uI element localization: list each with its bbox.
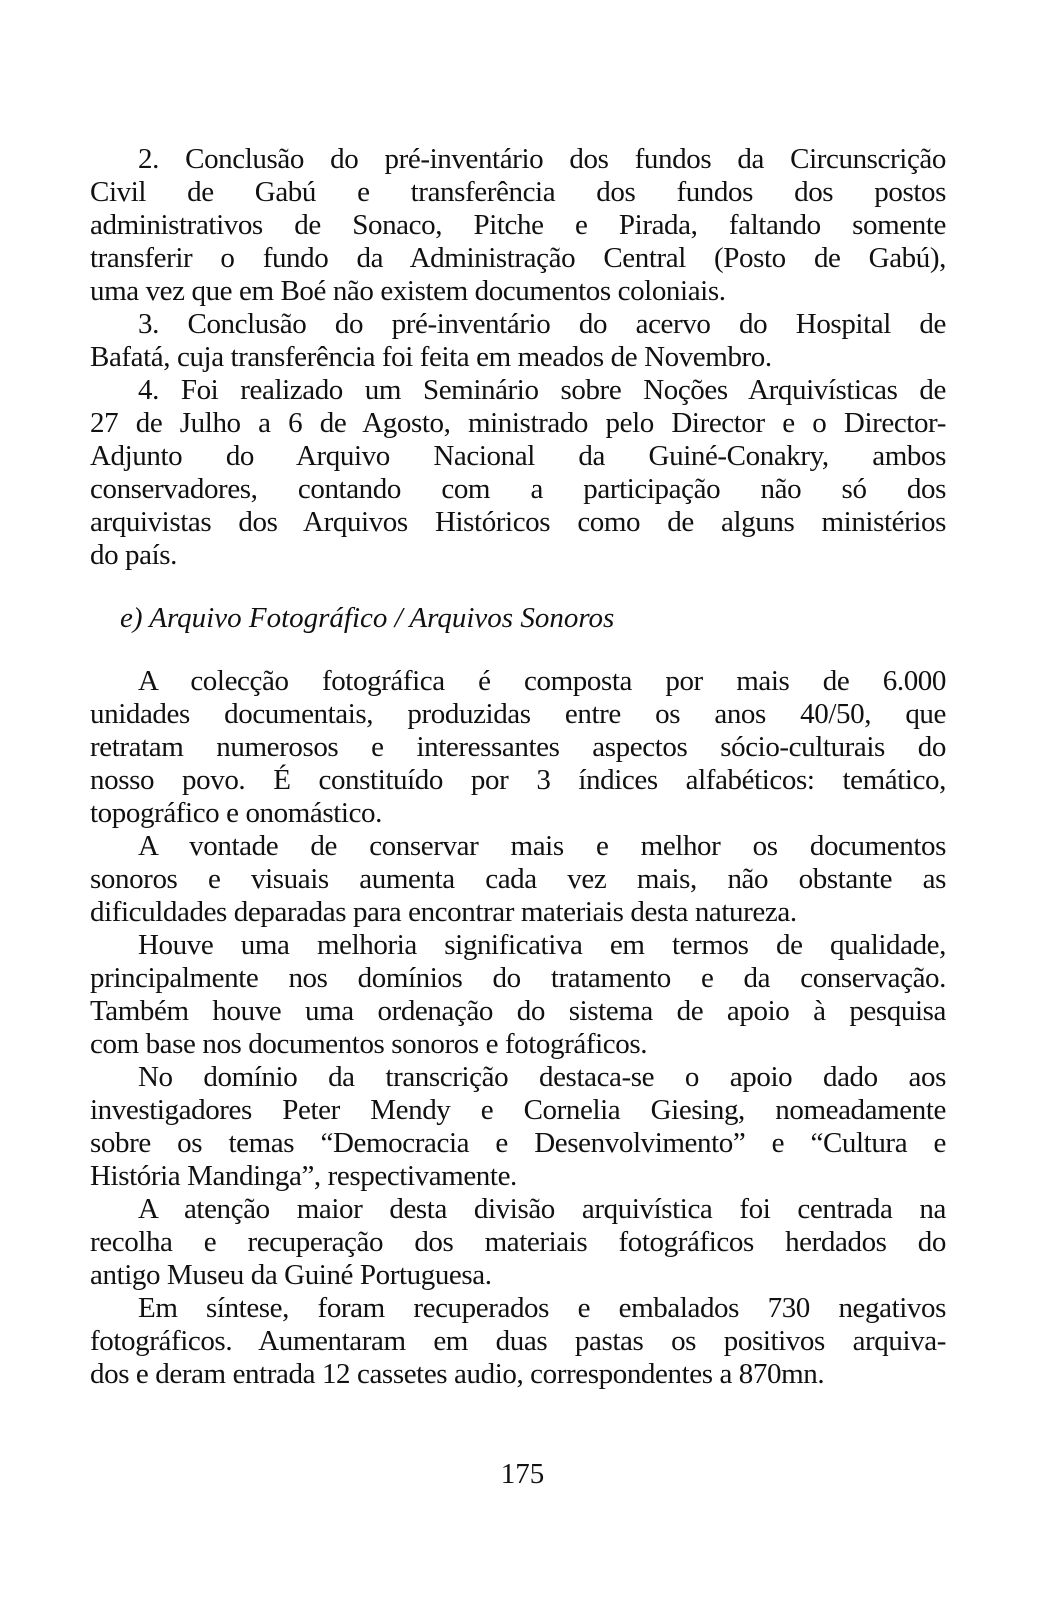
text-line: 2. Conclusão do pré-inventário dos fundos da Circunscrição [138, 143, 946, 175]
text-line: recolha e recuperação dos materiais fotográficos herdados do [90, 1226, 946, 1258]
text-line: Houve uma melhoria significativa em termos de qualidade, [138, 929, 946, 961]
paragraph-photo-collection [90, 665, 946, 830]
text-line: sobre os temas “Democracia e Desenvolvimento” e “Cultura e [90, 1127, 946, 1159]
text-line: principalmente nos domínios do tratamento e da conservação. [90, 962, 946, 994]
text-line: transferir o fundo da Administração Central (Posto de Gabú), [90, 242, 946, 274]
numbered-item-2 [90, 143, 946, 308]
text-line: nosso povo. É constituído por 3 índices alfabéticos: temático, [90, 764, 946, 796]
text-line: com base nos documentos sonoros e fotográficos. [90, 1028, 648, 1060]
text-line: topográfico e onomástico. [90, 797, 382, 829]
text-line: Em síntese, foram recuperados e embalados 730 negativos [138, 1292, 946, 1324]
text-line: 4. Foi realizado um Seminário sobre Noções Arquivísticas de [138, 374, 946, 406]
paragraph-conservation [90, 830, 946, 929]
paragraph-summary [90, 1292, 946, 1391]
page-number: 175 [500, 1458, 545, 1490]
text-line: Bafatá, cuja transferência foi feita em meados de Novembro. [90, 341, 772, 373]
text-line: A vontade de conservar mais e melhor os documentos [138, 830, 946, 862]
text-line: A colecção fotográfica é composta por mais de 6.000 [138, 665, 946, 697]
text-line: sonoros e visuais aumenta cada vez mais, não obstante as [90, 863, 946, 895]
text-line: A atenção maior desta divisão arquivística foi centrada na [138, 1193, 946, 1225]
text-line: do país. [90, 539, 178, 571]
text-line: unidades documentais, produzidas entre os anos 40/50, que [90, 698, 946, 730]
text-line: uma vez que em Boé não existem documentos coloniais. [90, 275, 726, 307]
section-heading: e) Arquivo Fotográfico / Arquivos Sonoros [120, 602, 615, 634]
text-line: 27 de Julho a 6 de Agosto, ministrado pelo Director e o Director- [90, 407, 946, 439]
text-line: fotográficos. Aumentaram em duas pastas os positivos arquiva- [90, 1325, 946, 1357]
numbered-item-4 [90, 374, 946, 572]
paragraph-transcription [90, 1061, 946, 1193]
text-line: História Mandinga”, respectivamente. [90, 1160, 517, 1192]
text-line: 3. Conclusão do pré-inventário do acervo do Hospital de [138, 308, 946, 340]
paragraph-museum [90, 1193, 946, 1292]
paragraph-quality [90, 929, 946, 1061]
document-page [90, 143, 946, 1391]
text-line: administrativos de Sonaco, Pitche e Pirada, faltando somente [90, 209, 946, 241]
text-line: arquivistas dos Arquivos Históricos como de alguns ministérios [90, 506, 946, 538]
numbered-item-3 [90, 308, 946, 374]
text-line: dos e deram entrada 12 cassetes audio, correspondentes a 870mn. [90, 1358, 825, 1390]
text-line: Civil de Gabú e transferência dos fundos dos postos [90, 176, 946, 208]
text-line: dificuldades deparadas para encontrar materiais desta natureza. [90, 896, 797, 928]
text-line: No domínio da transcrição destaca-se o apoio dado aos [138, 1061, 946, 1093]
text-line: conservadores, contando com a participação não só dos [90, 473, 946, 505]
text-line: Adjunto do Arquivo Nacional da Guiné-Conakry, ambos [90, 440, 946, 472]
text-line: antigo Museu da Guiné Portuguesa. [90, 1259, 492, 1291]
text-line: investigadores Peter Mendy e Cornelia Giesing, nomeadamente [90, 1094, 946, 1126]
text-line: retratam numerosos e interessantes aspectos sócio-culturais do [90, 731, 946, 763]
text-line: Também houve uma ordenação do sistema de apoio à pesquisa [90, 995, 946, 1027]
